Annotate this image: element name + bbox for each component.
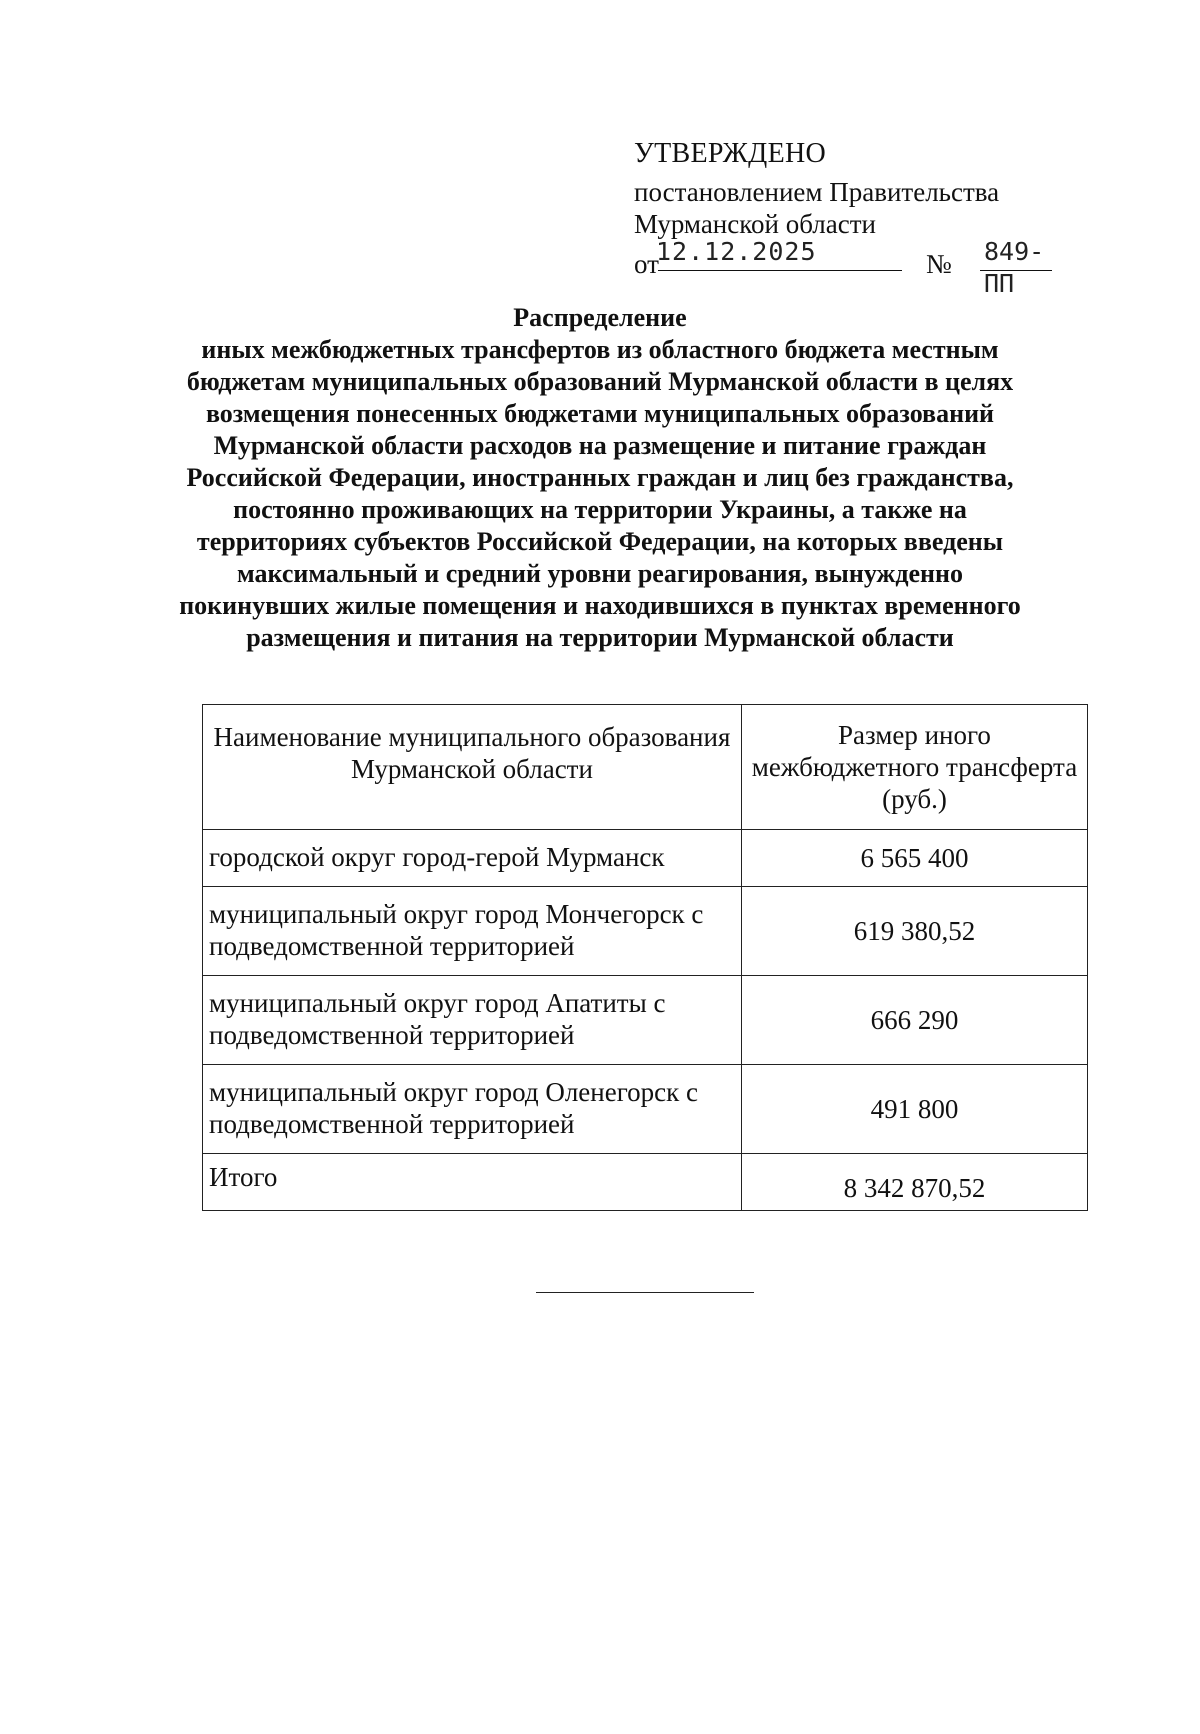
heading-line: Распределение (513, 303, 687, 332)
transfer-amount: 6 565 400 (741, 830, 1087, 887)
heading-line: бюджетам муниципальных образований Мурманской области в целях (186, 367, 1014, 396)
heading-line: постоянно проживающих на территории Украины, а также на (233, 495, 967, 524)
number-sign: № (926, 249, 952, 279)
approval-line-region: Мурманской области (634, 209, 876, 239)
total-label: Итого (203, 1154, 742, 1211)
document-heading (150, 302, 1050, 654)
municipality-name: муниципальный округ город Мончегорск с подведомственной территорией (203, 887, 742, 976)
heading-line: максимальный и средний уровни реагирования, вынужденно (237, 559, 963, 588)
header-amount: Размер иного межбюджетного трансферта (руб.) (741, 705, 1087, 830)
approval-date-row (634, 237, 1054, 298)
transfer-amount: 666 290 (741, 976, 1087, 1065)
heading-line: Мурманской области расходов на размещение и питание граждан (213, 431, 987, 460)
transfer-amount: 491 800 (741, 1065, 1087, 1154)
table-total-row (203, 1154, 1088, 1211)
heading-line: территориях субъектов Российской Федерации, на которых введены (196, 527, 1004, 556)
transfer-amount: 619 380,52 (741, 887, 1087, 976)
table-row (203, 887, 1088, 976)
municipality-name: муниципальный округ город Оленегорск с подведомственной территорией (203, 1065, 742, 1154)
municipality-name: муниципальный округ город Апатиты с подведомственной территорией (203, 976, 742, 1065)
table-row (203, 1065, 1088, 1154)
date-value: 12.12.2025 (656, 237, 817, 266)
table-header-row (203, 705, 1088, 830)
approval-stamp (634, 138, 1054, 298)
end-separator-line (536, 1292, 754, 1293)
date-prefix: от (634, 249, 659, 279)
table-row (203, 976, 1088, 1065)
heading-line: Российской Федерации, иностранных граждан и лиц без гражданства, (186, 463, 1014, 492)
heading-line: размещения и питания на территории Мурманской области (246, 623, 954, 652)
total-amount: 8 342 870,52 (741, 1154, 1087, 1211)
number-value: 849-ПП (984, 237, 1045, 298)
approval-line-decree: постановлением Правительства (634, 177, 1000, 207)
date-underline (658, 270, 902, 271)
header-municipality: Наименование муниципального образования Мурманской области (203, 705, 742, 830)
municipality-name: городской округ город-герой Мурманск (203, 830, 742, 887)
heading-line: иных межбюджетных трансфертов из областного бюджета местным (201, 335, 999, 364)
table-row (203, 830, 1088, 887)
approval-title: УТВЕРЖДЕНО (634, 138, 827, 169)
distribution-table (202, 704, 1088, 1211)
heading-line: покинувших жилые помещения и находившихся в пунктах временного (179, 591, 1021, 620)
heading-line: возмещения понесенных бюджетами муниципальных образований (205, 399, 995, 428)
